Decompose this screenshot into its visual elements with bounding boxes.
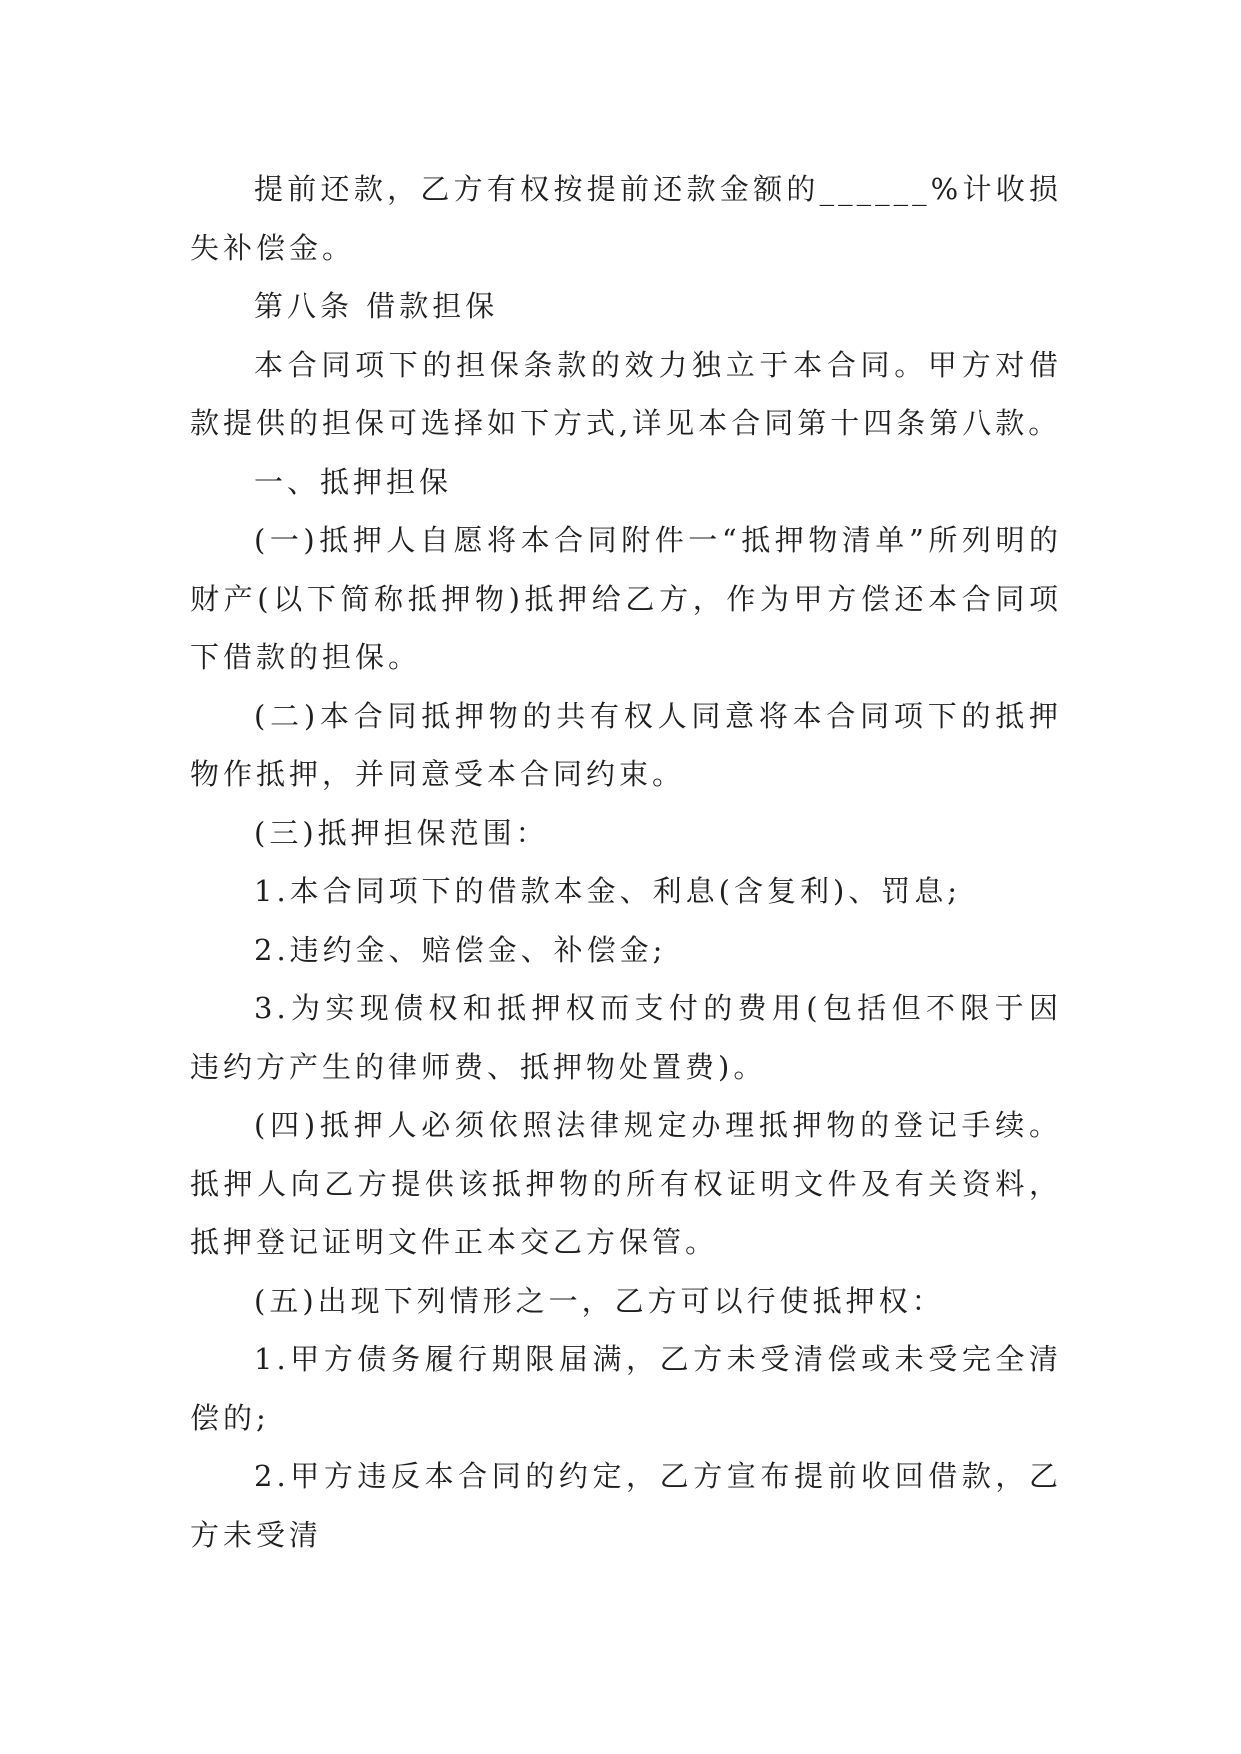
paragraph-mortgage-item-1: (一)抵押人自愿将本合同附件一“抵押物清单”所列明的财产(以下简称抵押物)抵押给乙方，作为甲方偿还本合同项下借款的担保。 bbox=[190, 523, 1062, 674]
paragraph-prepayment-compensation: 提前还款，乙方有权按提前还款金额的______%计收损失补偿金。 bbox=[190, 172, 1062, 265]
list-item-enforce-1: 1.甲方债务履行期限届满，乙方未受清偿或未受完全清偿的; bbox=[190, 1342, 1062, 1435]
paragraph-mortgage-item-4: (四)抵押人必须依照法律规定办理抵押物的登记手续。抵押人向乙方提供该抵押物的所有权证明文件及有关资料，抵押登记证明文件正本交乙方保管。 bbox=[190, 1108, 1062, 1259]
paragraph-mortgage-item-5: (五)出现下列情形之一，乙方可以行使抵押权： bbox=[254, 1283, 945, 1318]
list-item-enforce-2: 2.甲方违反本合同的约定，乙方宣布提前收回借款，乙方未受清 bbox=[190, 1459, 1062, 1552]
article-heading-loan-guarantee: 第八条 借款担保 bbox=[254, 289, 499, 323]
list-item-scope-3: 3.为实现债权和抵押权而支付的费用(包括但不限于因违约方产生的律师费、抵押物处置费)。 bbox=[190, 991, 1062, 1084]
paragraph-mortgage-item-2: (二)本合同抵押物的共有权人同意将本合同项下的抵押物作抵押，并同意受本合同约束。 bbox=[190, 698, 1062, 791]
section-heading-mortgage-guarantee: 一、抵押担保 bbox=[254, 464, 453, 499]
list-item-scope-1: 1.本合同项下的借款本金、利息(含复利)、罚息; bbox=[254, 874, 962, 908]
paragraph-guarantee-independence: 本合同项下的担保条款的效力独立于本合同。甲方对借款提供的担保可选择如下方式,详见本合同第十四条第八款。 bbox=[190, 347, 1062, 440]
contract-body bbox=[190, 160, 1062, 1564]
list-item-scope-2: 2.违约金、赔偿金、补偿金; bbox=[254, 932, 667, 967]
paragraph-mortgage-scope-heading: (三)抵押担保范围： bbox=[254, 815, 549, 850]
